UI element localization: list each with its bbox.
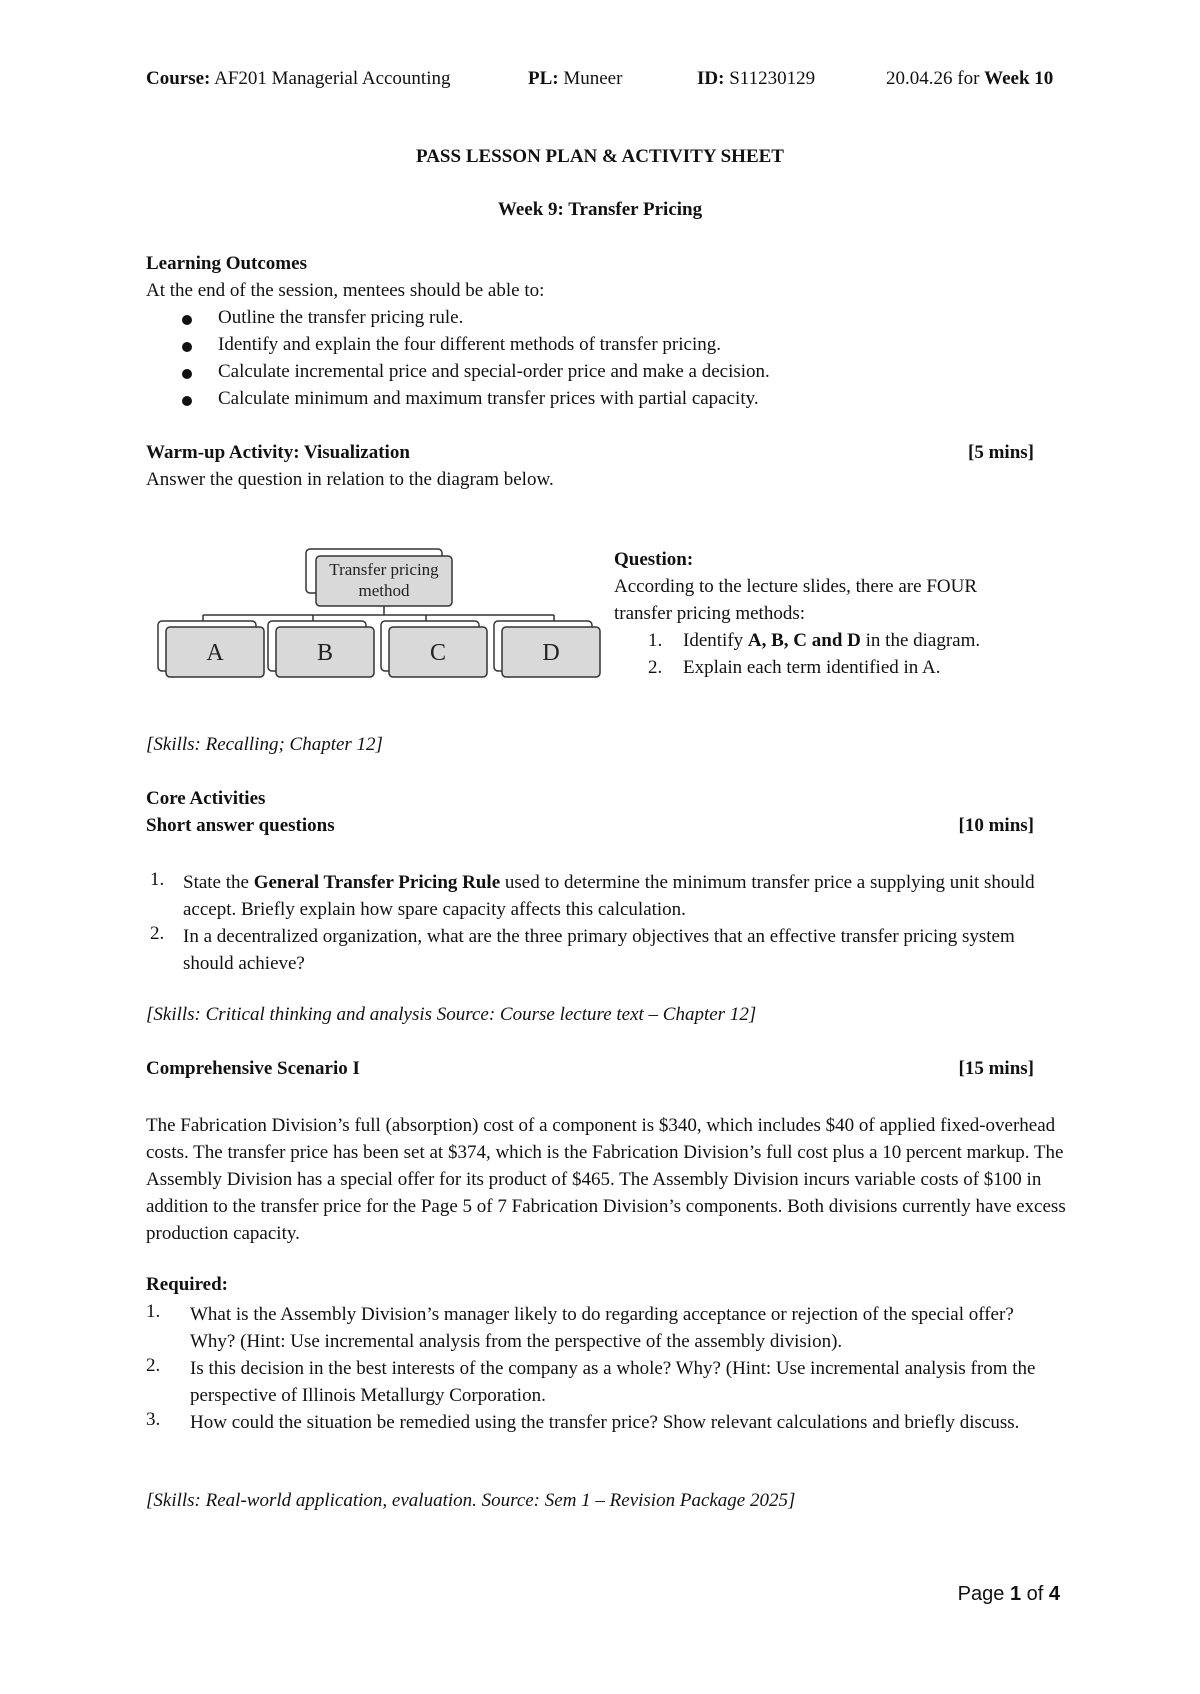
core-heading: Core Activities [146,788,266,809]
warmup-instruction: Answer the question in relation to the diagram below. [146,469,554,490]
question-heading: Question: [614,549,694,570]
learning-outcome-item: Identify and explain the four different methods of transfer pricing. [218,334,721,355]
required-heading: Required: [146,1274,228,1295]
course-label: Course: [146,68,211,89]
scenario-time: [15 mins] [958,1058,1034,1079]
date-value: 20.04.26 for [886,68,980,89]
diagram-node-b [268,621,374,677]
diagram-root-line1: Transfer pricing [329,560,439,579]
required-3-number: 3. [146,1409,161,1430]
core-subheading: Short answer questions [146,815,335,836]
diagram-node-a-label: A [206,640,224,666]
page-title: PASS LESSON PLAN & ACTIVITY SHEET [416,146,784,167]
bullet-icon [182,369,192,379]
question-1-number: 1. [648,630,663,651]
page-number: Page 1 of 4 [957,1583,1060,1605]
header-id [697,68,815,90]
question-2: Explain each term identified in A. [683,657,941,678]
core-question-2: In a decentralized organization, what are the three primary objectives that an effective transfer pricing system should achieve? [183,926,1015,974]
required-1-number: 1. [146,1301,161,1322]
required-2-number: 2. [146,1355,161,1376]
diagram-root-node [306,549,452,606]
pl-value: Muneer [563,68,623,89]
diagram-root-line2: method [358,581,410,600]
header-course [146,68,451,90]
bullet-icon [182,315,192,325]
page-subtitle: Week 9: Transfer Pricing [497,199,703,220]
core-time: [10 mins] [958,815,1034,836]
question-line-2: transfer pricing methods: [614,603,806,624]
header-pl [528,68,622,90]
header-date [886,68,1053,90]
core-skills: [Skills: Critical thinking and analysis Source: Course lecture text – Chapter 12] [146,1004,757,1025]
diagram-node-b-label: B [316,640,334,666]
learning-outcomes-intro: At the end of the session, mentees should be able to: [146,280,545,301]
required-1: What is the Assembly Division’s manager likely to do regarding acceptance or rejection of the special offer? Why? (Hint: Use incremental analysis from the perspective of the assembly division). [190,1304,1014,1352]
scenario-paragraph: The Fabrication Division’s full (absorption) cost of a component is $340, which includes $40 of applied fixed-overhead costs. The transfer price has been set at $374, which is the Fabrication Division’s full cost plus a 10 percent markup. The Assembly Division has a special offer for its product of $465. The Assembly Division incurs variable costs of $100 in addition to the transfer price for the Page 5 of 7 Fabrication Division’s components. Both divisions currently have excess production capacity. [146,1115,1066,1244]
warmup-skills: [Skills: Recalling; Chapter 12] [146,734,383,755]
learning-outcome-item: Calculate incremental price and special-order price and make a decision. [218,361,770,382]
diagram-node-d [494,621,600,677]
question-2-number: 2. [648,657,663,678]
question-line-1: According to the lecture slides, there are FOUR [614,576,977,597]
bullet-icon [182,396,192,406]
diagram-node-d-label: D [542,640,560,666]
required-3: How could the situation be remedied using the transfer price? Show relevant calculations and briefly discuss. [190,1412,1020,1433]
diagram-node-c [381,621,487,677]
core-question-1: State the General Transfer Pricing Rule used to determine the minimum transfer price a supplying unit should accept. Briefly explain how spare capacity affects this calculation. [183,872,1035,920]
transfer-pricing-diagram [156,548,604,678]
pl-label: PL: [528,68,559,89]
id-label: ID: [697,68,725,89]
week-label: Week 10 [984,68,1054,89]
required-2: Is this decision in the best interests of the company as a whole? Why? (Hint: Use incremental analysis from the perspective of Illinois Metallurgy Corporation. [190,1358,1036,1406]
core-question-2-number: 2. [150,923,165,944]
scenario-skills: [Skills: Real-world application, evaluation. Source: Sem 1 – Revision Package 2025] [146,1490,796,1511]
question-1: Identify A, B, C and D in the diagram. [683,630,981,651]
diagram-connectors [203,606,554,621]
warmup-heading: Warm-up Activity: Visualization [146,442,410,463]
learning-outcome-item: Calculate minimum and maximum transfer prices with partial capacity. [218,388,759,409]
core-question-1-number: 1. [150,869,165,890]
diagram-node-c-label: C [429,640,447,666]
course-value: AF201 Managerial Accounting [214,68,451,89]
bullet-icon [182,342,192,352]
diagram-node-a [158,621,264,677]
learning-outcome-item: Outline the transfer pricing rule. [218,307,464,328]
scenario-heading: Comprehensive Scenario I [146,1058,360,1079]
learning-outcomes-heading: Learning Outcomes [146,253,307,274]
id-value: S11230129 [729,68,816,89]
warmup-time: [5 mins] [968,442,1034,463]
